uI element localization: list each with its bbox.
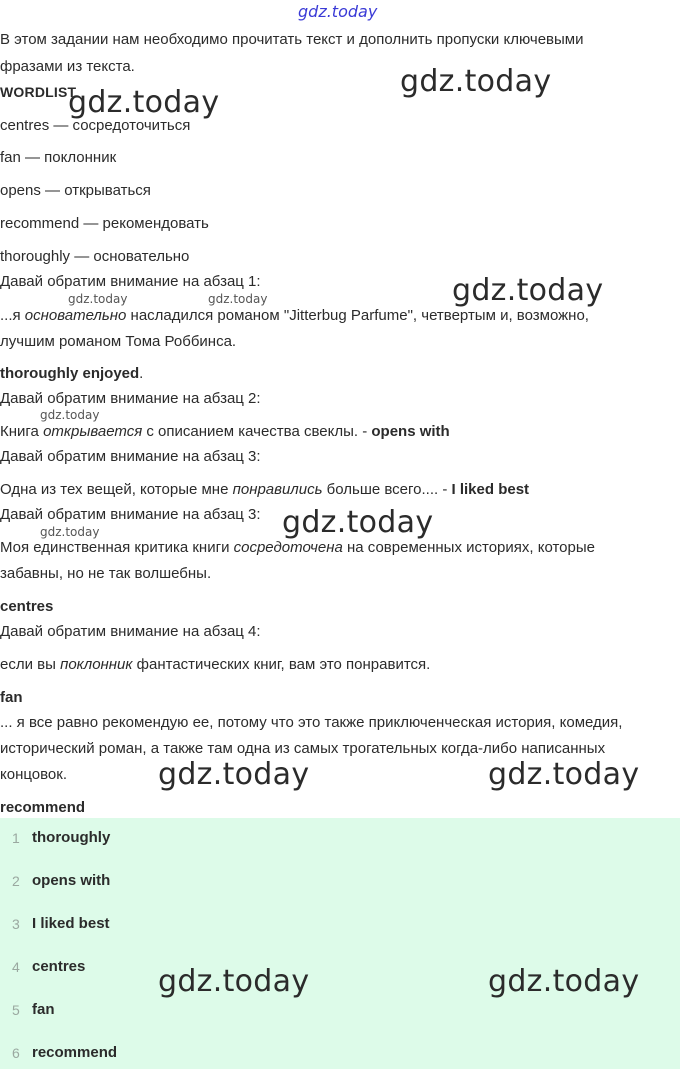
watermark: gdz.today [400, 64, 552, 99]
paragraph-answer: recommend [0, 799, 86, 816]
intro-line: фразами из текста. [0, 58, 135, 75]
paragraph-answer: thoroughly enjoyed. [0, 365, 144, 382]
paragraph-text: лучшим романом Тома Роббинса. [0, 333, 237, 350]
watermark: gdz.today [158, 757, 310, 792]
watermark: gdz.today [68, 85, 220, 120]
watermark-top: gdz.today [298, 2, 378, 21]
paragraph-text: концовок. [0, 766, 67, 783]
answer-text: recommend [32, 1044, 118, 1061]
watermark: gdz.today [488, 757, 640, 792]
paragraph-title: Давай обратим внимание на абзац 2: [0, 390, 261, 407]
paragraph-text: забавны, но не так волшебны. [0, 565, 212, 582]
answer-number: 3 [12, 916, 20, 932]
wordlist-item: centres — сосредоточиться [0, 117, 191, 134]
watermark-small: gdz.today [40, 408, 100, 422]
answer-number: 1 [12, 830, 20, 846]
watermark: gdz.today [158, 964, 310, 999]
watermark-small: gdz.today [40, 525, 100, 539]
answer-text: thoroughly [32, 829, 111, 846]
wordlist-item: recommend — рекомендовать [0, 215, 209, 232]
wordlist-item: opens — открываться [0, 182, 151, 199]
answer-number: 6 [12, 1045, 20, 1061]
paragraph-title: Давай обратим внимание на абзац 4: [0, 623, 261, 640]
paragraph-text: Моя единственная критика книги сосредоточена на современных историях, которые [0, 539, 595, 556]
answer-number: 4 [12, 959, 20, 975]
paragraph-text: исторический роман, а также там одна из самых трогательных когда-либо написанных [0, 740, 606, 757]
watermark-small: gdz.today [208, 292, 268, 306]
wordlist-heading: WORDLIST [0, 84, 77, 100]
paragraph-answer: centres [0, 598, 54, 615]
paragraph-title: Давай обратим внимание на абзац 3: [0, 448, 261, 465]
answer-text: centres [32, 958, 86, 975]
answer-text: opens with [32, 872, 111, 889]
paragraph-text: Книга открывается с описанием качества свеклы. - opens with [0, 423, 450, 440]
watermark-small: gdz.today [68, 292, 128, 306]
answer-number: 2 [12, 873, 20, 889]
answer-text: fan [32, 1001, 55, 1018]
intro-line: В этом задании нам необходимо прочитать текст и дополнить пропуски ключевыми [0, 31, 584, 48]
paragraph-text: ...я основательно насладился романом "Jitterbug Parfume", четвертым и, возможно, [0, 307, 589, 324]
wordlist-item: fan — поклонник [0, 149, 117, 166]
wordlist-item: thoroughly — основательно [0, 248, 190, 265]
watermark: gdz.today [282, 505, 434, 540]
watermark: gdz.today [452, 273, 604, 308]
answer-text: I liked best [32, 915, 110, 932]
answer-number: 5 [12, 1002, 20, 1018]
paragraph-text: если вы поклонник фантастических книг, вам это понравится. [0, 656, 431, 673]
paragraph-title: Давай обратим внимание на абзац 1: [0, 273, 261, 290]
paragraph-answer: fan [0, 689, 23, 706]
paragraph-text: Одна из тех вещей, которые мне понравились больше всего.... - I liked best [0, 481, 530, 498]
paragraph-text: ... я все равно рекомендую ее, потому что это также приключенческая история, комедия, [0, 714, 623, 731]
paragraph-title: Давай обратим внимание на абзац 3: [0, 506, 261, 523]
answer-list [0, 818, 680, 1069]
watermark: gdz.today [488, 964, 640, 999]
